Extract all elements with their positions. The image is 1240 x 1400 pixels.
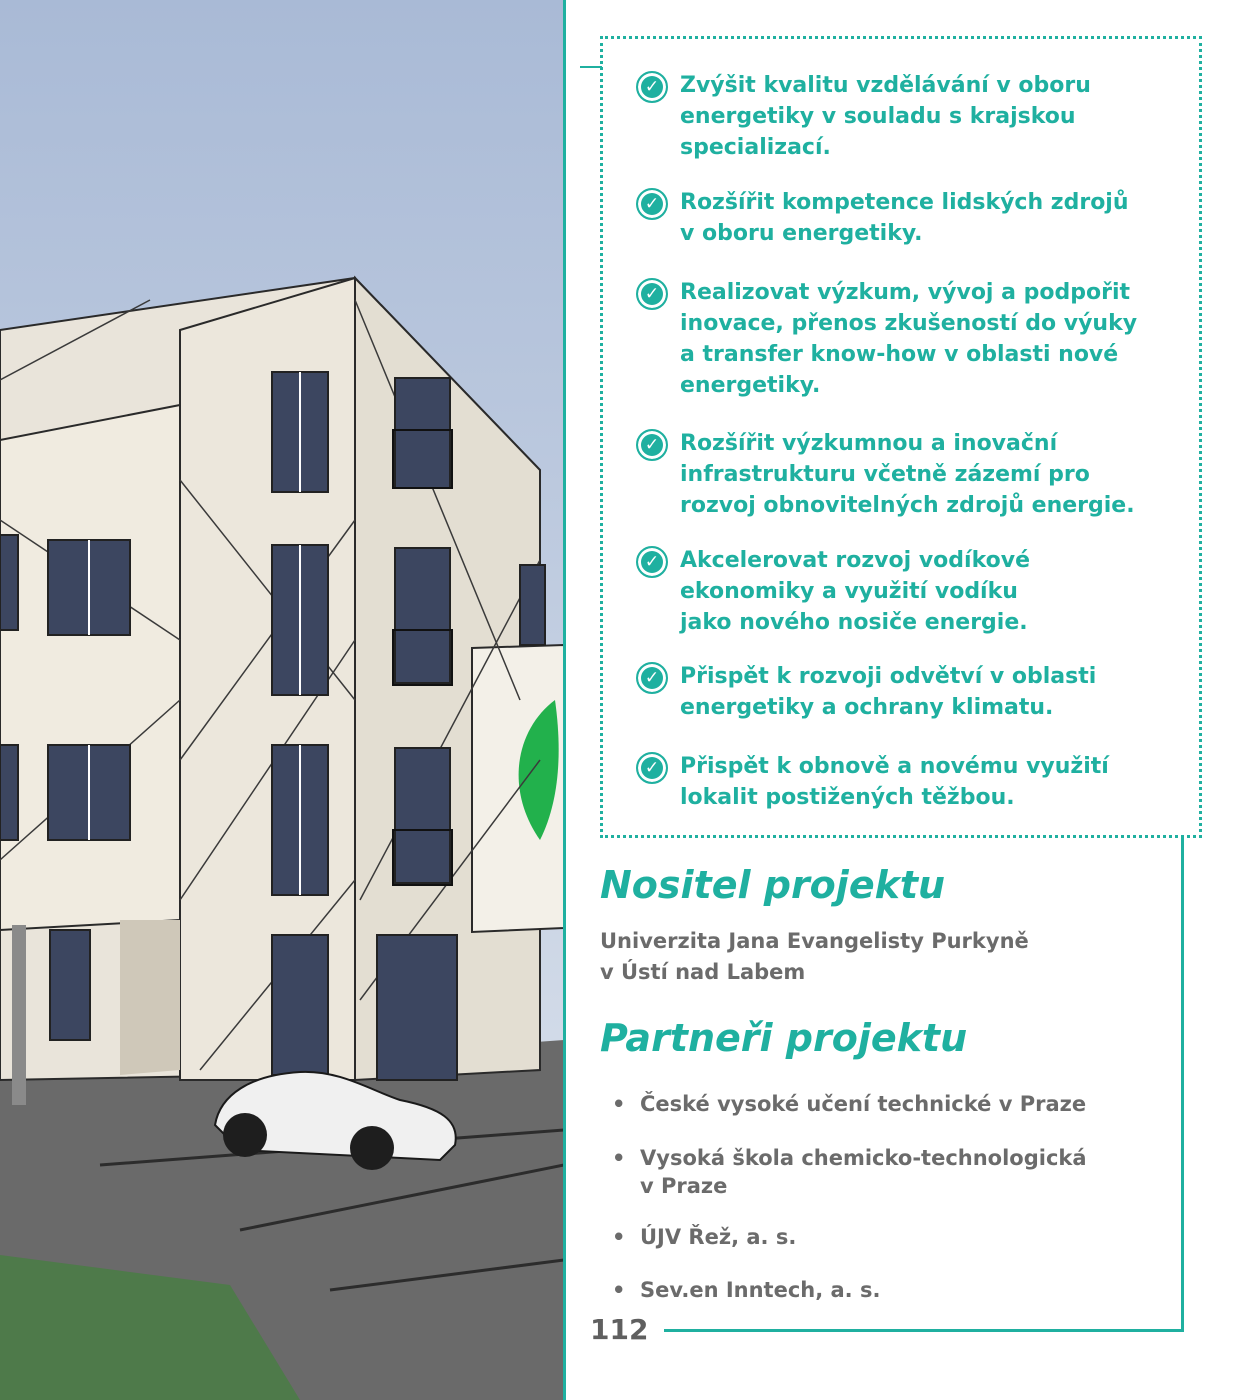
page-number: 112 [590,1313,649,1346]
goal-text: Přispět k rozvoji odvětví v oblasti energetiky a ochrany klimatu. [680,664,1097,720]
partner-name: Vysoká škola chemicko-technologická v Praze [640,1146,1087,1198]
bullet-icon: • [612,1092,626,1116]
check-circle-icon: ✓ [636,546,668,578]
partner-name: České vysoké učení technické v Praze [640,1092,1087,1116]
goal-text: Přispět k obnově a novému využití lokalit postižených těžbou. [680,754,1109,810]
box-tick-mark [580,66,602,68]
frame-right-line [1181,838,1184,1332]
list-item [612,1090,1172,1118]
goal-item [636,70,1176,163]
goal-item [636,428,1176,521]
check-circle-icon: ✓ [636,71,668,103]
frame-bottom-line [664,1329,1184,1332]
goal-text: Rozšířit výzkumnou a inovační infrastrukturu včetně zázemí pro rozvoj obnovitelných zdrojů energie. [680,431,1135,518]
list-item [612,1276,1172,1304]
divider-line [563,0,566,1400]
check-circle-icon: ✓ [636,429,668,461]
partner-name: Sev.en Inntech, a. s. [640,1278,881,1302]
bullet-icon: • [612,1278,626,1302]
goal-text: Akcelerovat rozvoj vodíkové ekonomiky a využití vodíku jako nového nosiče energie. [680,548,1030,635]
bullet-icon: • [612,1146,626,1170]
list-item [612,1223,1172,1251]
goal-item [636,661,1176,723]
goal-item [636,277,1176,401]
partner-name: ÚJV Řež, a. s. [640,1225,797,1249]
goal-text: Rozšířit kompetence lidských zdrojů v oboru energetiky. [680,190,1129,246]
goal-text: Realizovat výzkum, vývoj a podpořit inovace, přenos zkušeností do výuky a transfer know-how v oblasti nové energetiky. [680,280,1138,398]
check-circle-icon: ✓ [636,278,668,310]
partners-heading: Partneři projektu [600,1016,968,1060]
goal-item [636,187,1176,249]
bearer-heading: Nositel projektu [600,863,946,907]
bearer-name: Univerzita Jana Evangelisty Purkyně v Ústí nad Labem [600,929,1029,984]
check-circle-icon: ✓ [636,752,668,784]
goal-item [636,751,1176,813]
check-circle-icon: ✓ [636,662,668,694]
list-item [612,1144,1172,1200]
goal-item [636,545,1176,638]
check-circle-icon: ✓ [636,188,668,220]
building-rendering [0,0,564,1400]
bullet-icon: • [612,1225,626,1249]
goal-text: Zvýšit kvalitu vzdělávání v oboru energetiky v souladu s krajskou specializací. [680,73,1091,160]
